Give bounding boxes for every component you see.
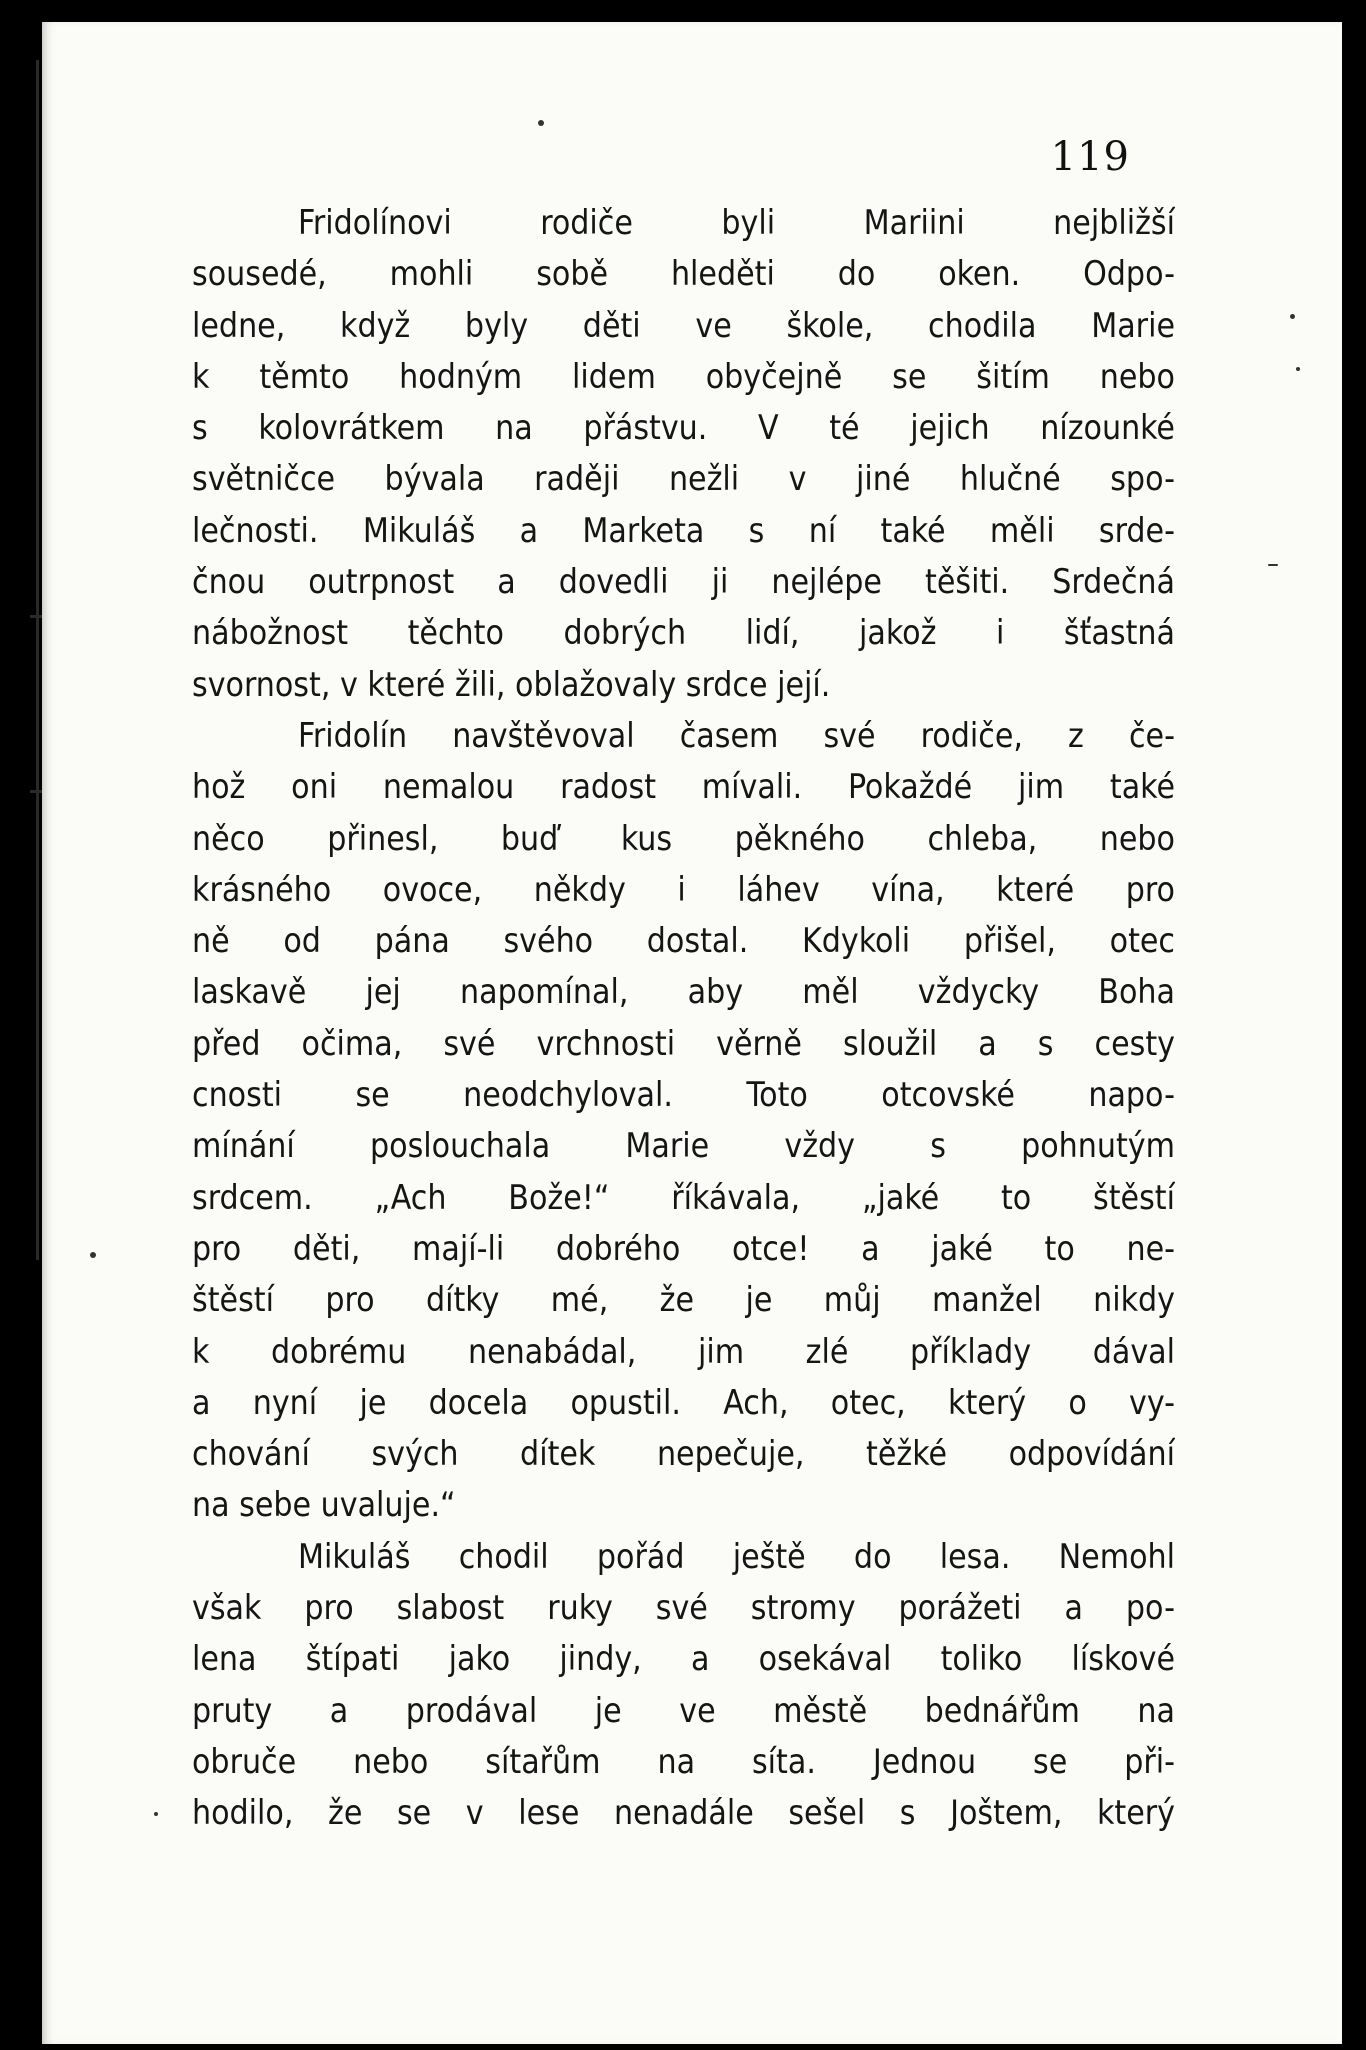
text-line: na sebe uvaluje.“ [192, 1485, 456, 1525]
text-line: štěstí pro dítky mé, že je můj manžel nikdy [192, 1280, 1175, 1320]
text-line: srdcem. „Ach Bože!“ říkávala, „jaké to štěstí [192, 1177, 1175, 1217]
body-text [192, 197, 1175, 1839]
text-line: k těmto hodným lidem obyčejně se šitím nebo [192, 356, 1175, 396]
text-line: Fridolín navštěvoval časem své rodiče, z če- [298, 715, 1175, 755]
text-line: laskavě jej napomínal, aby měl vždycky Boha [192, 972, 1175, 1012]
text-line: lena štípati jako jindy, a osekával toliko lískové [192, 1639, 1175, 1679]
page-edge-line [36, 60, 39, 1260]
text-line: k dobrému nenabádal, jim zlé příklady dával [192, 1331, 1175, 1371]
text-line: nábožnost těchto dobrých lidí, jakož i šťastná [192, 613, 1175, 653]
text-line: hož oni nemalou radost mívali. Pokaždé jim také [192, 767, 1175, 807]
scan-speck [154, 1812, 158, 1816]
text-line: ně od pána svého dostal. Kdykoli přišel, otec [192, 921, 1175, 961]
text-line: chování svých dítek nepečuje, těžké odpovídání [192, 1434, 1175, 1474]
text-line: však pro slabost ruky své stromy porážeti a po- [192, 1588, 1175, 1628]
text-line: Fridolínovi rodiče byli Mariini nejbližší [298, 203, 1175, 242]
scan-speck [1268, 564, 1278, 566]
book-page [42, 22, 1342, 2044]
text-line: svornost, v které žili, oblažovaly srdce její. [192, 664, 831, 704]
text-line: ledne, když byly děti ve škole, chodila Marie [192, 305, 1175, 345]
scan-speck [538, 120, 544, 126]
text-line: pro děti, mají-li dobrého otce! a jaké to ne- [192, 1228, 1175, 1268]
text-line: krásného ovoce, někdy i láhev vína, které pro [192, 869, 1175, 909]
text-line: cnosti se neodchyloval. Toto otcovské napo- [192, 1075, 1175, 1115]
text-line: pruty a prodával je ve městě bednářům na [192, 1690, 1175, 1730]
text-line: sousedé, mohli sobě hleděti do oken. Odpo- [192, 254, 1175, 294]
text-line: mínání poslouchala Marie vždy s pohnutým [192, 1126, 1175, 1166]
text-line: obruče nebo sítařům na síta. Jednou se při- [192, 1741, 1175, 1781]
scan-speck [1296, 367, 1300, 371]
text-line: světničce bývala raději nežli v jiné hlučné spo- [192, 459, 1175, 499]
scan-speck [1290, 314, 1295, 319]
page-number: 119 [1050, 134, 1130, 180]
text-line: něco přinesl, buď kus pěkného chleba, nebo [192, 818, 1175, 858]
text-line: před očima, své vrchnosti věrně sloužil a s cesty [192, 1023, 1175, 1063]
text-line: s kolovrátkem na přástvu. V té jejich nízounké [192, 408, 1175, 448]
scan-speck [90, 1252, 96, 1258]
text-line: a nyní je docela opustil. Ach, otec, který o vy- [192, 1382, 1175, 1422]
text-line: hodilo, že se v lese nenadále sešel s Joštem, který [192, 1793, 1175, 1833]
text-line: Mikuláš chodil pořád ještě do lesa. Nemohl [298, 1536, 1175, 1576]
text-line: lečnosti. Mikuláš a Marketa s ní také měli srde- [192, 510, 1175, 550]
text-line: čnou outrpnost a dovedli ji nejlépe těšiti. Srdečná [192, 562, 1175, 602]
